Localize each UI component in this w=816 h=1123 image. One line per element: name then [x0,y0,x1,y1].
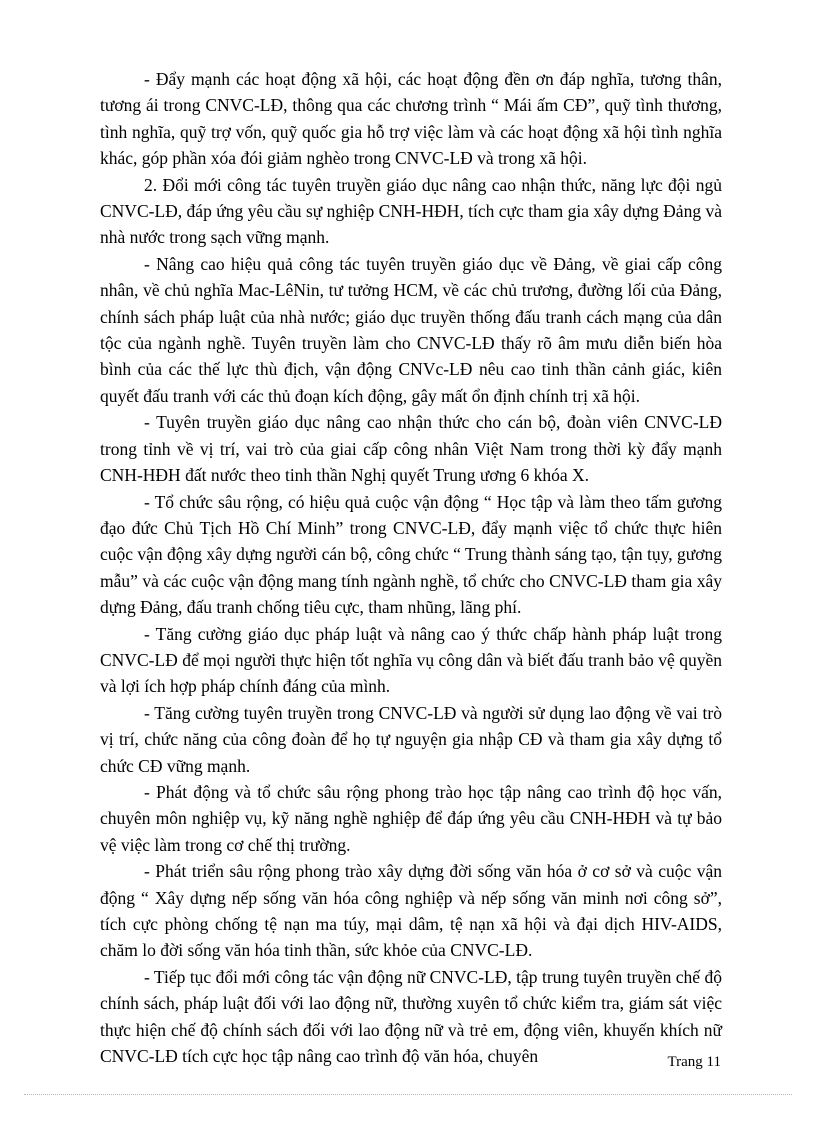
paragraph-section-2-heading: 2. Đổi mới công tác tuyên truyền giáo dục nâng cao nhận thức, năng lực đội ngủ CNVC-LĐ, đáp ứng yêu cầu sự nghiệp CNH-HĐH, tích cực tham gia xây dựng Đảng và nhà nước trong sạch vững mạnh. [100,174,722,248]
paragraph-ho-chi-minh-campaign: - Tổ chức sâu rộng, có hiệu quả cuộc vận động “ Học tập và làm theo tấm gương đạo đức Chủ Tịch Hồ Chí Minh” trong CNVC-LĐ, đẩy mạnh việc tổ chức thực hiên cuộc vận động xây dựng người cán bộ, công chức “ Trung thành sáng tạo, tận tụy, gương mẫu” và các cuộc vận động mang tính ngành nghề, tổ chức cho CNVC-LĐ tham gia xây dựng Đảng, đấu tranh chống tiêu cực, tham nhũng, lãng phí. [100,491,723,618]
page-number: Trang 11 [667,1054,721,1070]
paragraph-cultural-life: - Phát triển sâu rộng phong trào xây dựng đời sống văn hóa ở cơ sở và cuộc vận động “ Xây dựng nếp sống văn hóa công nghiệp và nếp sống văn minh nơi công sở”, tích cực phòng chống tệ nạn ma túy, mại dâm, tệ nạn xã hội và đại dịch HIV-AIDS, chăm lo đời sống văn hóa tinh thần, sức khỏe của CNVC-LĐ. [100,861,722,961]
paragraph-female-workers: - Tiếp tục đổi mới công tác vận động nữ CNVC-LĐ, tập trung tuyên truyền chế độ chính sách, pháp luật đối với lao động nữ, thường xuyên tổ chức kiểm tra, giám sát việc thực hiện chế độ chính sách đối với lao động nữ và trẻ em, động viên, khuyến khích nữ CNVC-LĐ tích cực học tập nâng cao trình độ văn hóa, chuyên [100,966,722,1067]
paragraph-learning-movement: - Phát động và tổ chức sâu rộng phong trào học tập nâng cao trình độ học vấn, chuyên môn nghiệp vụ, kỹ năng nghề nghiệp để đáp ứng yêu cầu CNH-HĐH và tự bảo vệ việc làm trong cơ chế thị trường. [100,781,722,855]
paragraph-propaganda-effectiveness: - Nâng cao hiệu quả công tác tuyên truyền giáo dục về Đảng, về giai cấp công nhân, về chủ nghĩa Mac-LêNin, tư tưởng HCM, về các chủ trương, đường lối của Đảng, chính sách pháp luật của nhà nước; giáo dục truyền thống đấu tranh cách mạng của dân tộc của ngành nghề. Tuyên truyền làm cho CNVC-LĐ thấy rõ âm mưu diễn biến hòa bình của các thế lực thù địch, vận động CNVc-LĐ nêu cao tinh thần cảnh giác, kiên quyết đấu tranh với các thủ đoạn kích động, gây mất ổn định chính trị xã hội. [100,253,722,406]
document-body [100,66,722,1069]
page-bottom-divider [24,1094,792,1095]
paragraph-legal-education: - Tăng cường giáo dục pháp luật và nâng cao ý thức chấp hành pháp luật trong CNVC-LĐ để mọi người thực hiện tốt nghĩa vụ công dân và biết đấu tranh bảo vệ quyền và lợi ích hợp pháp chính đáng của mình. [100,623,722,697]
paragraph-mai-am-cd: - Đẩy mạnh các hoạt động xã hội, các hoạt động đền ơn đáp nghĩa, tương thân, tương ái trong CNVC-LĐ, thông qua các chương trình “ Mái ấm CĐ”, quỹ tình thương, tình nghĩa, quỹ trợ vốn, quỹ quốc gia hỗ trợ việc làm và các hoạt động xã hội tình nghĩa khác, góp phần xóa đói giảm nghèo trong CNVC-LĐ và trong xã hội. [100,69,722,169]
paragraph-working-class-role: - Tuyên truyền giáo dục nâng cao nhận thức cho cán bộ, đoàn viên CNVC-LĐ trong tỉnh về vị trí, vai trò của giai cấp công nhân Việt Nam trong thời kỳ đẩy mạnh CNH-HĐH đất nước theo tinh thần Nghị quyết Trung ương 6 khóa X. [100,412,722,486]
paragraph-union-role: - Tăng cường tuyên truyền trong CNVC-LĐ và người sử dụng lao động về vai trò vị trí, chức năng của công đoàn để họ tự nguyện gia nhập CĐ và tham gia xây dựng tổ chức CĐ vững mạnh. [100,702,722,776]
